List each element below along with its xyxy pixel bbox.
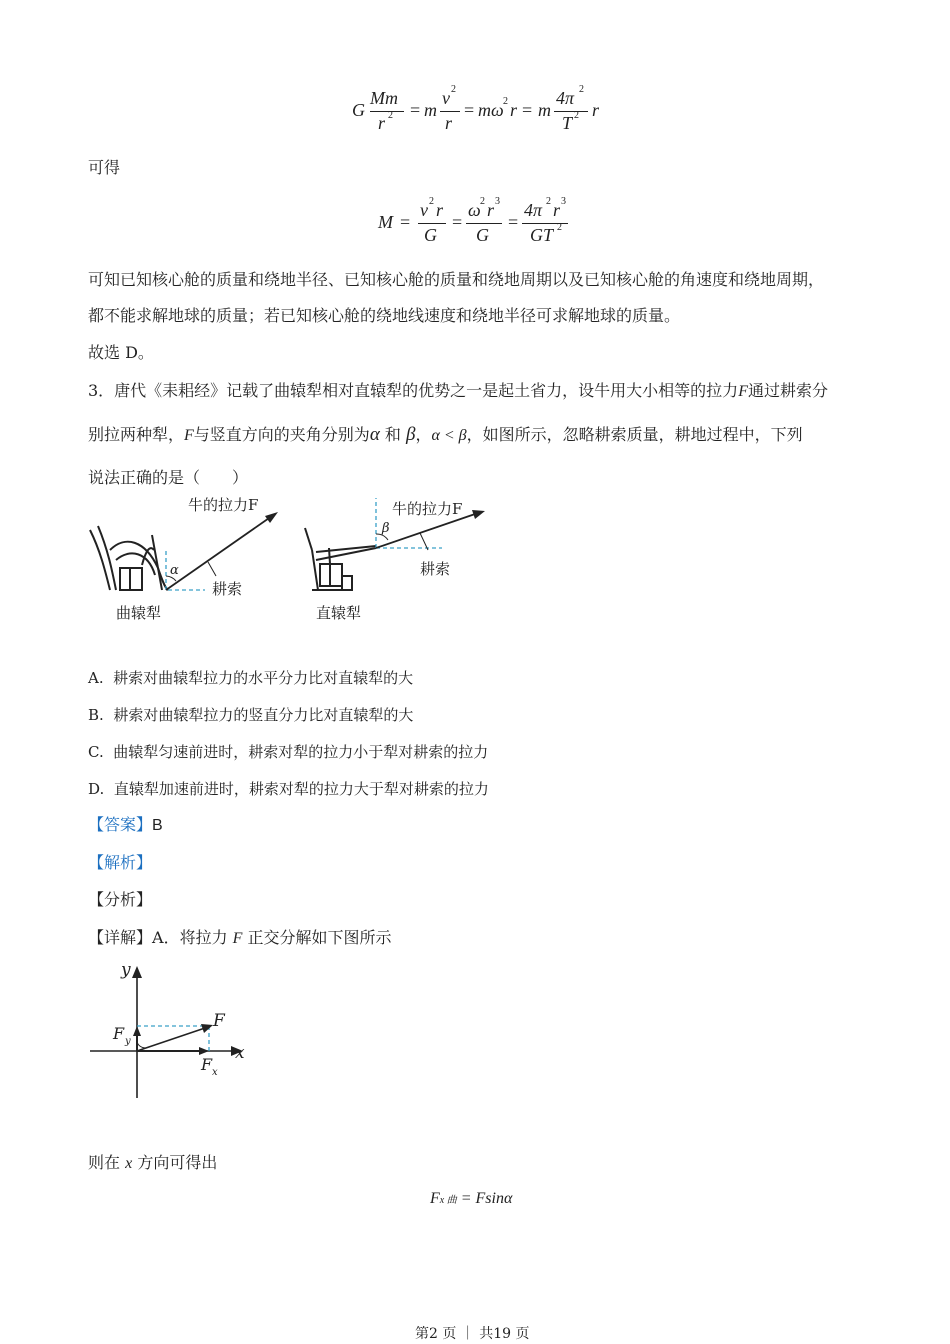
exp-2: 2: [429, 196, 434, 207]
fy-arrowhead: [133, 1026, 141, 1036]
force-arrowhead: [265, 512, 278, 523]
force-F-arrowhead: [201, 1024, 213, 1033]
option-d[interactable]: [88, 778, 489, 799]
text: 则在: [88, 1153, 121, 1172]
var-x: x: [125, 1155, 133, 1172]
detail-text: A．将拉力: [152, 928, 228, 947]
eq-sign: =: [400, 212, 411, 232]
var-beta: β: [406, 424, 416, 445]
x-direction-line: [88, 1153, 217, 1174]
label-rope: 耕索: [212, 580, 243, 598]
analysis-tag: 【解析】: [88, 853, 153, 872]
eq-var-r: r: [510, 100, 518, 120]
question-text: 与竖直方向的夹角分别为: [193, 425, 370, 444]
equation-gravitation: [352, 84, 612, 138]
label-alpha: α: [170, 563, 179, 578]
eq-var-r: r: [592, 100, 600, 120]
detail-text: 正交分解如下图所示: [247, 928, 392, 947]
var-F: F: [232, 930, 243, 947]
eq-var-G: G: [352, 100, 365, 120]
force-arrowhead: [472, 510, 485, 519]
eq-numerator-v: v: [442, 88, 450, 108]
exp-2: 2: [451, 84, 456, 95]
eq-sign: =: [508, 212, 519, 232]
eq-numerator-v: v: [420, 200, 428, 220]
paragraph-line: 都不能求解地球的质量；若已知核心舱的绕地线速度和绕地半径可求解地球的质量。: [88, 306, 681, 325]
eq-r: r: [487, 200, 495, 220]
label-x: x: [235, 1043, 245, 1063]
paragraph-line: 可知已知核心舱的质量和绕地半径、已知核心舱的质量和绕地周期以及已知核心舱的角速度和绕地周期，: [88, 270, 825, 289]
plough-figure: [80, 490, 500, 630]
paragraph-line: 故选 D。: [88, 343, 154, 362]
equation-fx: [430, 1190, 512, 1208]
question-3-line1: [88, 381, 828, 402]
text-kede: 可得: [88, 158, 121, 177]
label-cow-force: 牛的拉力F: [188, 496, 259, 514]
fraction-bar: [466, 223, 502, 224]
eq-sign: =: [410, 100, 421, 120]
rope-force-line: [166, 516, 272, 590]
option-text: 曲辕犁匀速前进时，耕索对犁的拉力小于犁对耕索的拉力: [113, 743, 489, 761]
straight-plough-drawing: [305, 528, 376, 590]
exp-2: 2: [503, 96, 508, 107]
force-F-vector: [137, 1028, 205, 1051]
question-text: 3．唐代《耒耜经》记载了曲辕犁相对直辕犁的优势之一是起土省力，设牛用大小相等的拉力: [88, 381, 739, 400]
eq-r: r: [436, 200, 444, 220]
eq-var-m: m: [424, 100, 437, 120]
eq-var-M: M: [378, 212, 393, 232]
angle-arc: [137, 1042, 146, 1048]
eq-var-m: m: [538, 100, 551, 120]
option-text: 直辕犁加速前进时，耕索对犁的拉力大于犁对耕索的拉力: [113, 780, 489, 798]
eq-denominator-r: r: [378, 113, 386, 133]
label-Fx: F: [201, 1055, 213, 1074]
option-letter: C.: [88, 743, 104, 761]
answer-tag: 【答案】: [88, 815, 153, 834]
fraction-bar: [440, 111, 460, 112]
option-b[interactable]: [88, 704, 413, 725]
fraction-bar: [418, 223, 446, 224]
exp-2: 2: [388, 110, 393, 121]
eq-sign: =: [522, 100, 533, 120]
var-F: F: [184, 427, 194, 444]
y-axis-arrow: [132, 966, 142, 978]
option-a[interactable]: [88, 667, 413, 688]
eq-denominator-r: r: [445, 113, 453, 133]
question-text: 别拉两种犁，: [88, 425, 185, 444]
answer-line: [88, 815, 163, 836]
label-straight-plough: 直辕犁: [316, 604, 362, 622]
equation-mass: [378, 198, 578, 250]
eq-numerator-Mm: Mm: [370, 88, 398, 108]
label-Fy: F: [113, 1024, 125, 1043]
option-text: 耕索对曲辕犁拉力的竖直分力比对直辕犁的大: [113, 706, 414, 724]
question-text: 通过耕索分: [747, 381, 828, 400]
eq-denominator-GT: GT: [530, 225, 554, 245]
label-y: y: [121, 960, 131, 980]
eq-subscript: x 曲: [439, 1195, 457, 1206]
label-beta: β: [382, 521, 390, 536]
eq-rhs: = Fsinα: [460, 1190, 513, 1207]
rope-leader-line: [208, 562, 216, 576]
fraction-bar: [370, 111, 404, 112]
question-3-line2: 别拉两种犁，F与竖直方向的夹角分别为α 和 β，α < β，如图所示，忽略耕索质量，耕地过程中，下列: [88, 424, 803, 445]
label-Fy-subscript: y: [125, 1036, 131, 1047]
eq-numerator-4pi: 4π: [524, 200, 543, 220]
label-F: F: [213, 1011, 225, 1031]
var-F: F: [738, 383, 748, 400]
force-decomposition-figure: [85, 958, 265, 1103]
eq-m-omega: mω: [478, 100, 504, 120]
eq-denominator-T: T: [562, 113, 573, 133]
exp-3: 3: [495, 196, 500, 207]
fenxi-tag: 【分析】: [88, 890, 153, 909]
page-footer: 第2 页 ｜ 共19 页: [415, 1326, 530, 1342]
eq-numerator-4pi: 4π: [556, 88, 575, 108]
text: 方向可得出: [137, 1153, 218, 1172]
answer-value: B: [152, 817, 163, 834]
question-text: ，如图所示，忽略耕索质量，耕地过程中，下列: [466, 425, 803, 444]
eq-denominator-G: G: [476, 225, 489, 245]
detail-tag: 【详解】: [88, 928, 153, 947]
option-letter: B.: [88, 706, 104, 724]
option-letter: A.: [88, 669, 104, 687]
question-3-line3: 说法正确的是（ ）: [88, 468, 249, 487]
label-rope: 耕索: [420, 560, 451, 578]
var-alpha: α: [369, 424, 380, 445]
inequality: α < β: [431, 427, 467, 444]
option-text: 耕索对曲辕犁拉力的水平分力比对直辕犁的大: [113, 669, 414, 687]
exp-2: 2: [557, 222, 562, 233]
eq-denominator-G: G: [424, 225, 437, 245]
eq-r: r: [553, 200, 561, 220]
exp-2: 2: [480, 196, 485, 207]
exp-2: 2: [546, 196, 551, 207]
exp-2: 2: [574, 110, 579, 121]
label-cow-force: 牛的拉力F: [392, 500, 463, 518]
option-letter: D.: [88, 780, 105, 798]
exp-2: 2: [579, 84, 584, 95]
fraction-bar: [554, 111, 588, 112]
eq-sign: =: [464, 100, 475, 120]
eq-sign: =: [452, 212, 463, 232]
label-Fx-subscript: x: [212, 1067, 218, 1078]
detail-line: [88, 928, 392, 949]
rope-force-line: [376, 513, 478, 548]
option-c[interactable]: [88, 741, 488, 762]
eq-numerator-omega: ω: [468, 200, 481, 220]
label-curved-plough: 曲辕犁: [116, 604, 162, 622]
curved-plough-drawing: [90, 526, 168, 590]
exp-3: 3: [561, 196, 566, 207]
question-text: 和: [384, 425, 401, 444]
fx-arrowhead: [199, 1047, 209, 1055]
eq-var-F: F: [430, 1190, 440, 1207]
